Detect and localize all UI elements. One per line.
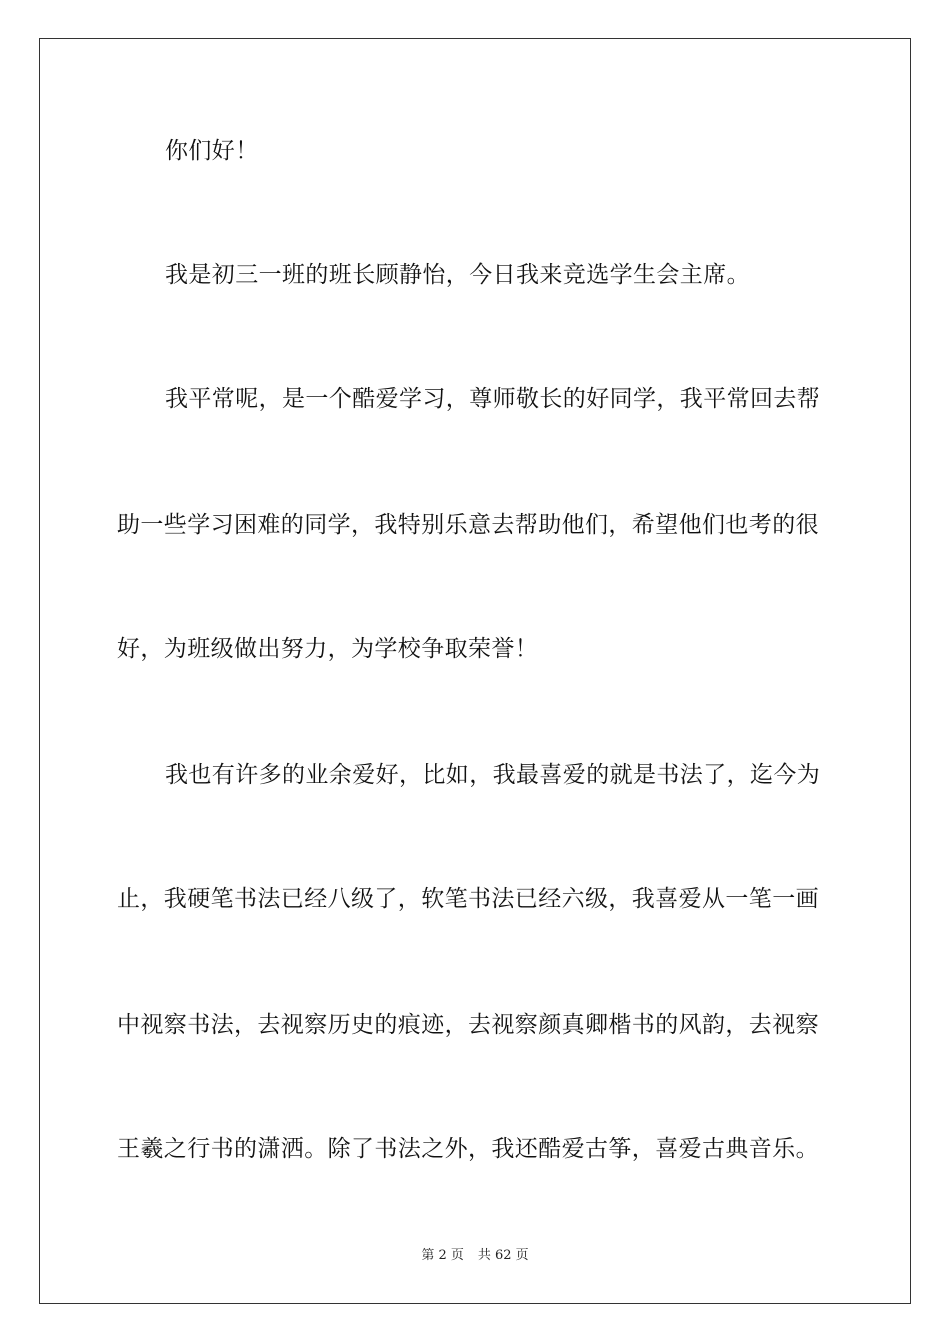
page-number: 第 2 页 (421, 1248, 464, 1263)
paragraph-line: 王羲之行书的潇洒。除了书法之外，我还酷爱古筝，喜爱古典音乐。 (117, 1136, 819, 1162)
paragraph-line: 我平常呢，是一个酷爱学习，尊师敬长的好同学，我平常回去帮 (165, 386, 821, 412)
page-footer (0, 1247, 950, 1265)
paragraph-line: 助一些学习困难的同学，我特别乐意去帮助他们，希望他们也考的很 (117, 512, 819, 538)
paragraph-line: 我也有许多的业余爱好，比如，我最喜爱的就是书法了，迄今为 (165, 762, 821, 788)
paragraph-line: 好，为班级做出努力，为学校争取荣誉！ (117, 636, 539, 662)
page-border (39, 38, 911, 1304)
greeting-line: 你们好！ (165, 138, 259, 164)
paragraph-line: 我是初三一班的班长顾静怡，今日我来竞选学生会主席。 (165, 262, 750, 288)
total-pages: 共 62 页 (477, 1248, 529, 1263)
paragraph-line: 中视察书法，去视察历史的痕迹，去视察颜真卿楷书的风韵，去视察 (117, 1012, 819, 1038)
paragraph-line: 止，我硬笔书法已经八级了，软笔书法已经六级，我喜爱从一笔一画 (117, 886, 819, 912)
